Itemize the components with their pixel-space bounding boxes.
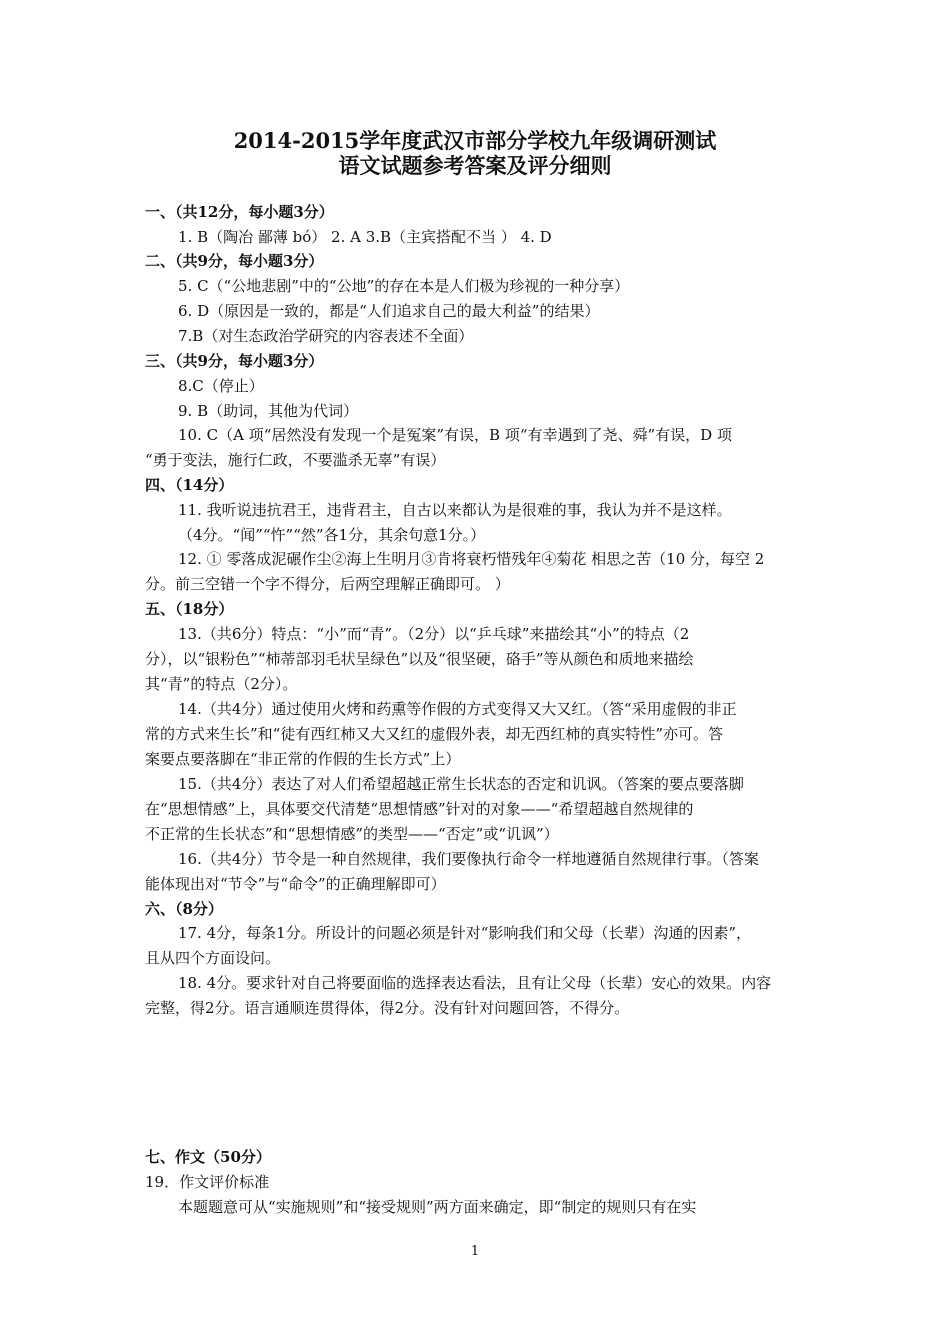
section-heading-6: 六、（8分） (145, 900, 223, 918)
answer-line: 16.（共4分）节令是一种自然规律，我们要像执行命令一样地遵循自然规律行事。（答案 (178, 850, 759, 868)
answer-line: 在“思想情感”上，具体要交代清楚“思想情感”针对的对象——“希望超越自然规律的 (145, 800, 694, 818)
answer-line: 其“青”的特点（2分）。 (145, 675, 298, 693)
answer-line: 1. B（陶冶 鄙薄 bó） 2. A 3.B（主宾搭配不当 ） 4. D (178, 228, 552, 246)
answer-line: 11. 我听说违抗君王，违背君主，自古以来都认为是很难的事，我认为并不是这样。 (178, 501, 732, 519)
answer-line: 8.C（停止） (178, 377, 264, 395)
answer-line: 完整，得2分。语言通顺连贯得体，得2分。没有针对问题回答，不得分。 (145, 999, 630, 1017)
page-number: 1 (470, 1244, 480, 1259)
section-heading-3: 三、（共9分，每小题3分） (145, 352, 324, 370)
answer-line: 15.（共4分）表达了对人们希望超越正常生长状态的否定和讥讽。（答案的要点要落脚 (178, 775, 744, 793)
answer-line: 本题题意可从“实施规则”和“接受规则”两方面来确定，即“制定的规则只有在实 (178, 1198, 697, 1216)
answer-line: 13.（共6分）特点：“小”而“青”。（2分）以“乒乓球”来描绘其“小”的特点（2 (178, 625, 690, 643)
answer-line: 不正常的生长状态”和“思想情感”的类型——“否定”或“讥讽”） (145, 825, 559, 843)
document-title-line-2: 语文试题参考答案及评分细则 (338, 153, 612, 178)
answer-line: 9. B（助词，其他为代词） (178, 402, 359, 420)
answer-line: “勇于变法，施行仁政，不要滥杀无辜”有误） (145, 451, 446, 469)
answer-line: 且从四个方面设问。 (145, 949, 281, 967)
answer-line: 5. C（“公地悲剧”中的“公地”的存在本是人们极为珍视的一种分享） (178, 277, 630, 295)
answer-line: （4分。“闻”“忤”“然”各1分，其余句意1分。） (178, 526, 486, 544)
answer-line: 案要点要落脚在“非正常的作假的生长方式”上） (145, 750, 461, 768)
section-heading-1: 一、（共12分，每小题3分） (145, 203, 334, 221)
answer-line: 分。前三空错一个字不得分，后两空理解正确即可。 ） (145, 575, 510, 593)
section-heading-4: 四、（14分） (145, 476, 234, 494)
answer-line: 分），以“银粉色”“柿蒂部羽毛状呈绿色”以及“很坚硬，硌手”等从颜色和质地来描绘 (145, 650, 694, 668)
answer-line: 10. C（A 项“居然没有发现一个是冤案”有误，B 项“有幸遇到了尧、舜”有误，D 项 (178, 426, 732, 444)
answer-line: 能体现出对“节令”与“命令”的正确理解即可） (145, 875, 446, 893)
answer-line: 19．作文评价标准 (145, 1173, 270, 1191)
document-title-line-1: 2014-2015学年度武汉市部分学校九年级调研测试 (233, 128, 717, 153)
answer-line: 6. D（原因是一致的，都是“人们追求自己的最大利益”的结果） (178, 302, 600, 320)
answer-line: 12. ① 零落成泥碾作尘②海上生明月③肯将衰朽惜残年④菊花 相思之苦（10 分，每空 2 (178, 550, 765, 568)
section-heading-2: 二、（共9分，每小题3分） (145, 252, 324, 270)
answer-line: 14.（共4分）通过使用火烤和药熏等作假的方式变得又大又红。（答“采用虚假的非正 (178, 700, 737, 718)
answer-line: 常的方式来生长”和“徒有西红柿又大又红的虚假外表，却无西红柿的真实特性”亦可。答 (145, 725, 724, 743)
answer-line: 7.B（对生态政治学研究的内容表述不全面） (178, 327, 474, 345)
section-heading-7: 七、作文（50分） (145, 1148, 271, 1166)
answer-line: 17. 4分，每条1分。所设计的问题必须是针对“影响我们和父母（长辈）沟通的因素”， (178, 924, 752, 942)
answer-line: 18. 4分。要求针对自己将要面临的选择表达看法，且有让父母（长辈）安心的效果。内容 (178, 974, 772, 992)
section-heading-5: 五、（18分） (145, 600, 234, 618)
